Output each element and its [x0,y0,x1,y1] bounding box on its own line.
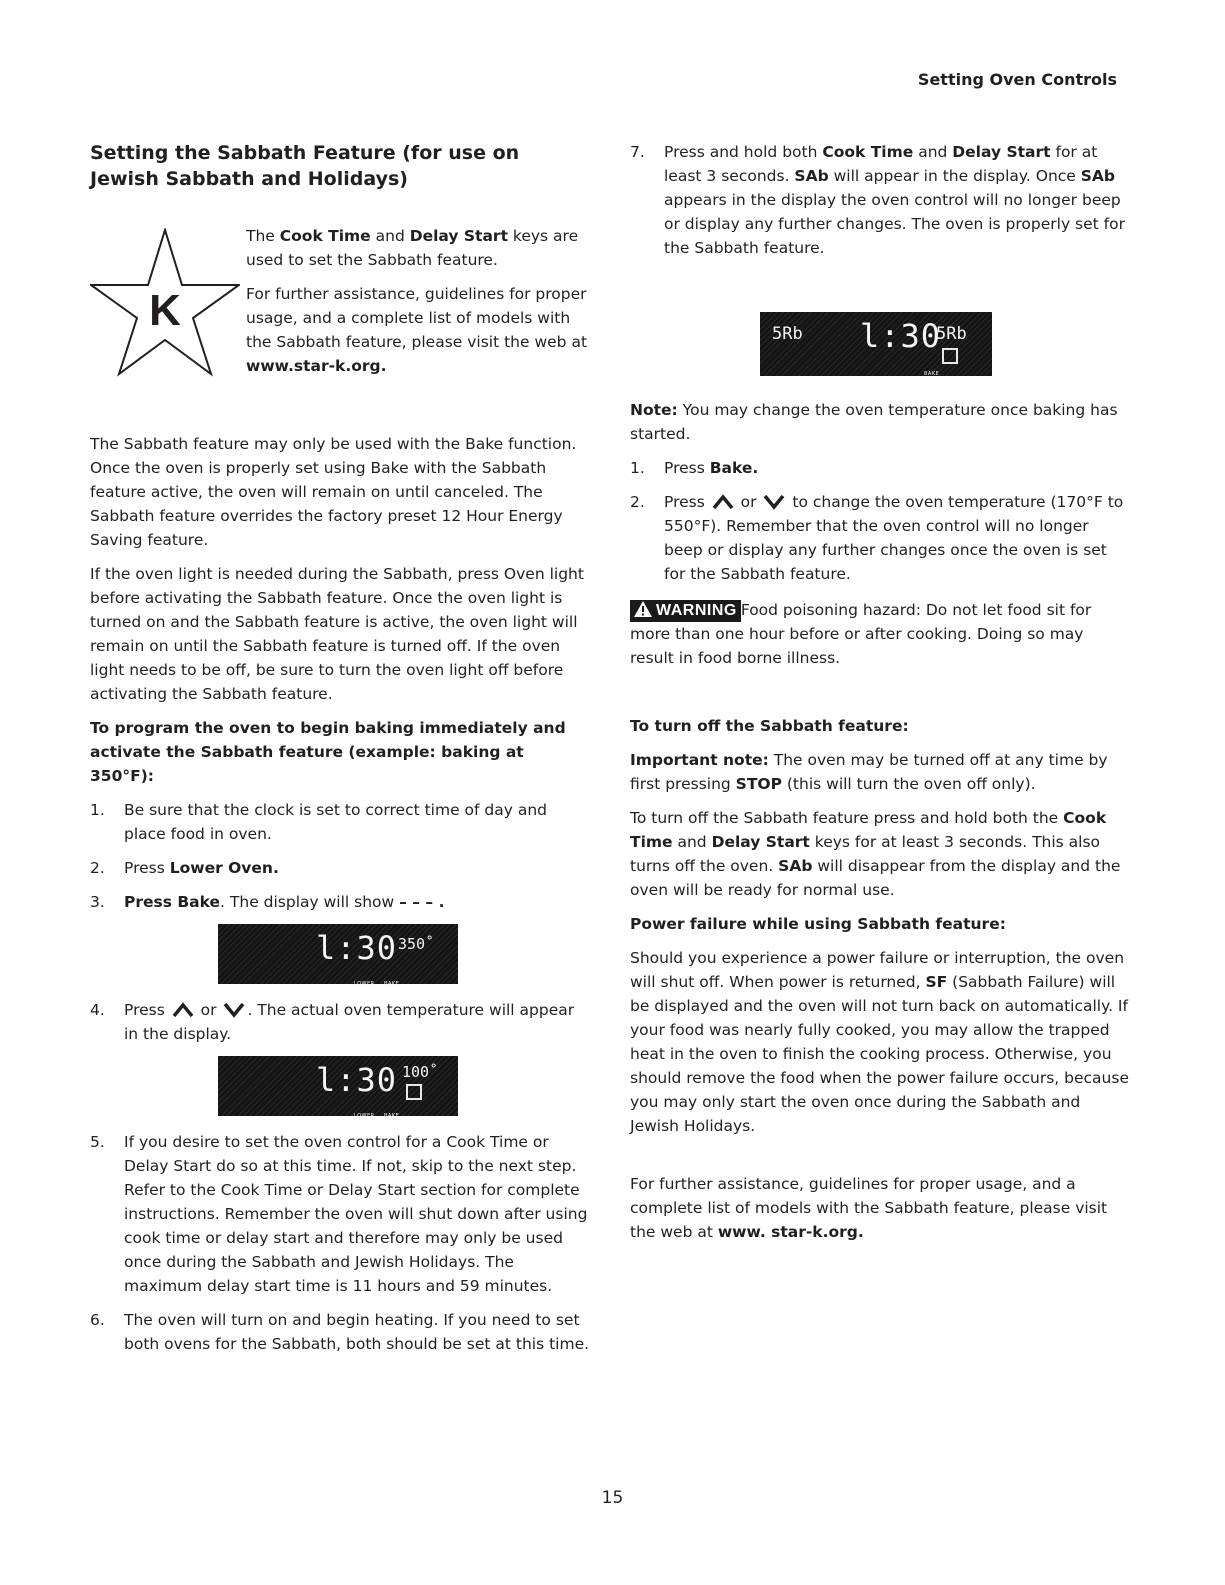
sabbath-heading: Setting the Sabbath Feature (for use on Jewish Sabbath and Holidays) [90,142,520,190]
program-heading: To program the oven to begin baking immediately and activate the Sabbath feature (example: baking at 350°F): [90,719,566,785]
star-k-link[interactable]: www.star-k.org. [246,357,387,375]
important-note: Important note: The oven may be turned off at any time by first pressing STOP (this will turn the oven off only). [630,751,1108,793]
step-7: 7. Press and hold both Cook Time and Delay Start for at least 3 seconds. SAb will appear in the display. Once SAb appears in the display the oven control will no longer beep or display any further changes. The oven is properly set for the Sabbath feature. [630,143,1125,257]
down-arrow-icon [763,494,785,510]
step-5: 5. If you desire to set the oven control for a Cook Time or Delay Start do so at this time. If not, skip to the next step. Refer to the Cook Time or Delay Start section for complete instructions. Remember the oven will shut down after using cook time or delay start and therefore may only be used once during the Sabbath and Jewish Holidays. The maximum delay start time is 11 hours and 59 minutes. [90,1133,588,1295]
intro-p1: The Cook Time and Delay Start keys are used to set the Sabbath feature. [246,227,579,269]
page-number: 15 [601,1488,624,1508]
para-bake-function: The Sabbath feature may only be used with the Bake function. Once the oven is properly set using Bake with the Sabbath feature active, the oven will remain on until canceled. The Sabbath feature overrides the factory preset 12 Hour Energy Saving feature. [90,435,577,549]
note-step-1: 1. Press Bake. [630,459,759,477]
intro-p2: For further assistance, guidelines for proper usage, and a complete list of models with the Sabbath feature, please visit the web at www.star-k.org. [246,285,588,375]
up-arrow-icon [712,494,734,510]
power-failure-heading: Power failure while using Sabbath feature: [630,915,1006,933]
up-arrow-icon [172,1002,194,1018]
star-k-icon [90,228,240,378]
turn-off-heading: To turn off the Sabbath feature: [630,717,909,735]
oven-box-icon [406,1084,422,1100]
star-k-link-final[interactable]: www. star-k.org. [717,1223,864,1241]
turn-off-instructions: To turn off the Sabbath feature press and hold both the Cook Time and Delay Start keys for at least 3 seconds. This also turns off the oven. SAb will disappear from the display and the oven will be ready for normal use. [630,809,1121,899]
note-step-2: 2. Press or to change the oven temperature (170°F to 550°F). Remember that the oven control will no longer beep or display any further changes once the oven is set for the Sabbath feature. [630,493,1124,583]
intro-text [246,224,590,388]
right-column [630,140,1130,1254]
warning-badge: WARNING [630,600,741,622]
final-assistance: For further assistance, guidelines for proper usage, and a complete list of models with the Sabbath feature, please visit the web at www. star-k.org. [630,1175,1108,1241]
oven-display-sabbath: 5Rb l:30 5Rb BAKE [760,312,992,376]
step-4: 4. Press or . The actual oven temperature will appear in the display. [90,1001,575,1043]
warning-triangle-icon [633,600,653,618]
step-1: 1. Be sure that the clock is set to correct time of day and place food in oven. [90,801,548,843]
star-k-letter: K [149,286,181,335]
intro-block [90,204,590,432]
oven-display-350: l:30 350˚ LOWER BAKE [218,924,458,984]
para-oven-light: If the oven light is needed during the Sabbath, press Oven light before activating the Sabbath feature. Once the oven light is turned on and the Sabbath feature is active, the oven light will remain on until the Sabbath feature is turned off. If the oven light needs to be off, be sure to turn the oven light off before activating the Sabbath feature. [90,565,584,703]
power-failure-text: Should you experience a power failure or interruption, the oven will shut off. When power is returned, SF (Sabbath Failure) will be displayed and the oven will not turn back on automatically. If your food was nearly fully cooked, you may allow the trapped heat in the oven to finish the cooking process. Otherwise, you should remove the food when the power failure occurs, because you may only start the oven once during the Sabbath and Jewish Holidays. [630,949,1129,1135]
warning-block: WARNING Food poisoning hazard: Do not let food sit for more than one hour before or after cooking. Doing so may result in food borne illness. [630,601,1092,667]
note: Note: You may change the oven temperature once baking has started. [630,401,1118,443]
left-column [90,140,590,1366]
step-2: 2. Press Lower Oven. [90,859,279,877]
step-3: 3. Press Bake. The display will show – – – . [90,893,445,911]
section-title: Setting Oven Controls [917,70,1117,89]
oven-box-icon [942,348,958,364]
step-6: 6. The oven will turn on and begin heating. If you need to set both ovens for the Sabbath, both should be set at this time. [90,1311,590,1353]
oven-display-100: l:30 100˚ LOWER BAKE [218,1056,458,1116]
down-arrow-icon [223,1002,245,1018]
